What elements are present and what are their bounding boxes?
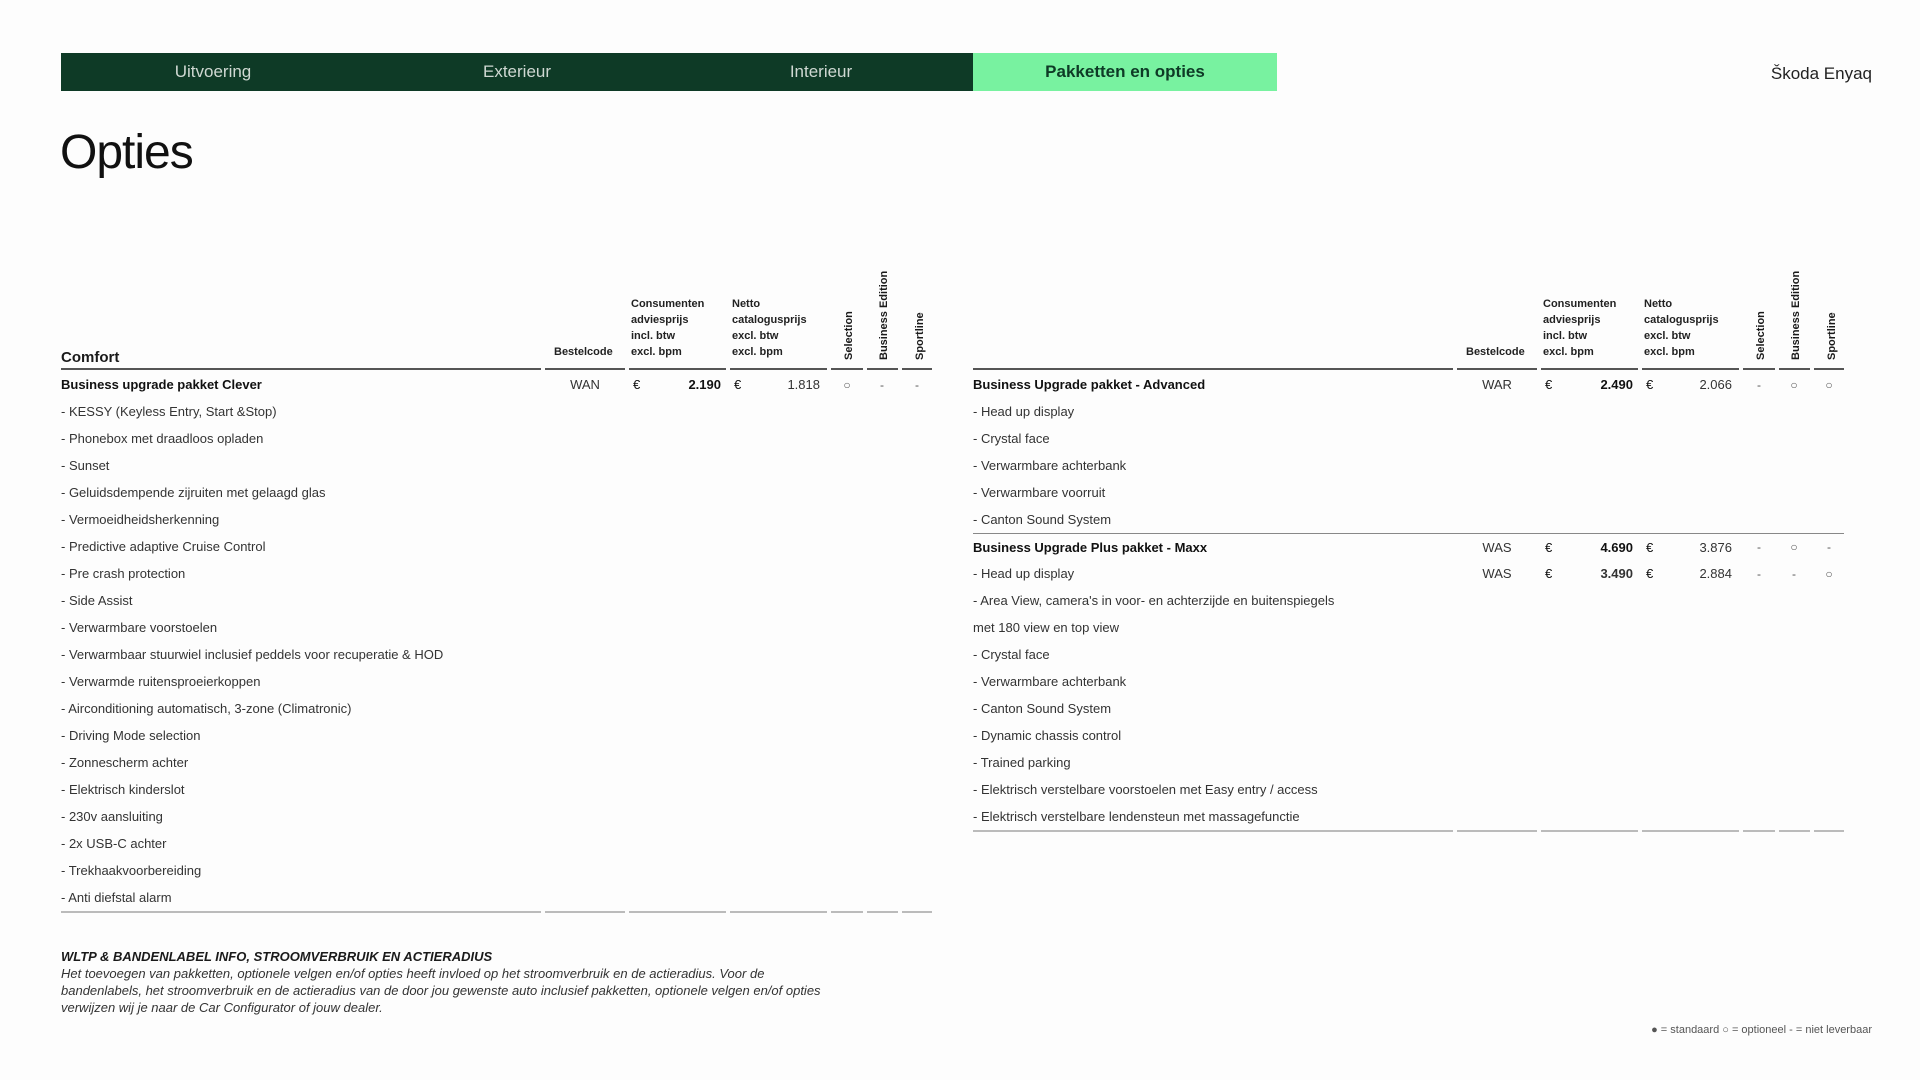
net-price: 3.876 [1699, 539, 1732, 555]
option-name: - Crystal face [973, 431, 1050, 446]
availability-sportline: - [915, 377, 919, 392]
wltp-title: WLTP & BANDENLABEL INFO, STROOMVERBRUIK EN ACTIERADIUS [61, 949, 493, 964]
table-row [973, 479, 1844, 506]
option-name: Business Upgrade pakket - Advanced [973, 377, 1206, 392]
option-name: - Canton Sound System [973, 512, 1112, 527]
consumer-price: 4.690 [1600, 539, 1633, 555]
option-name: - Verwarmbare voorstoelen [61, 620, 218, 635]
option-name: - Anti diefstal alarm [61, 890, 172, 905]
option-name: - Predictive adaptive Cruise Control [61, 539, 266, 554]
currency-symbol: € [1545, 539, 1553, 555]
table-row [61, 884, 932, 911]
options-table-right [973, 220, 1844, 833]
col-business-edition: Business Edition [1790, 270, 1802, 360]
col-bestelcode: Bestelcode [1466, 346, 1525, 358]
availability-selection: - [1757, 566, 1761, 581]
option-name: - Geluidsdempende zijruiten met gelaagd glas [61, 485, 326, 500]
col-sportline: Sportline [1826, 312, 1838, 360]
table-row [61, 641, 932, 668]
table-row [973, 371, 1844, 398]
col-selection: Selection [1755, 311, 1767, 360]
consumer-price: 3.490 [1600, 566, 1633, 581]
currency-symbol: € [1545, 377, 1553, 392]
availability-selection: - [1757, 377, 1761, 392]
availability-selection: ○ [843, 377, 851, 392]
table-row [61, 506, 932, 533]
table-row [973, 614, 1844, 641]
option-name: - Sunset [61, 458, 110, 473]
currency-symbol: € [1646, 377, 1654, 392]
col-consumenten: Consumenten adviesprijs incl. btw excl. bpm [631, 298, 705, 358]
tab-interieur[interactable]: Interieur [669, 53, 973, 91]
col-business-edition: Business Edition [878, 270, 890, 360]
availability-business-edition: - [880, 377, 884, 392]
table-row [973, 560, 1844, 587]
option-name: - Dynamic chassis control [973, 728, 1122, 743]
table-row [61, 776, 932, 803]
currency-symbol: € [1646, 539, 1654, 555]
tab-exterieur[interactable]: Exterieur [365, 53, 669, 91]
wltp-note [61, 948, 831, 1016]
table-row [973, 722, 1844, 749]
currency-symbol: € [734, 377, 742, 392]
table-header [973, 220, 1844, 360]
table-header [61, 220, 932, 366]
table-row [973, 425, 1844, 452]
tab-uitvoering[interactable]: Uitvoering [61, 53, 365, 91]
option-name: - Pre crash protection [61, 566, 186, 581]
table-row [61, 695, 932, 722]
option-name: - Elektrisch kinderslot [61, 782, 185, 797]
table-row [973, 695, 1844, 722]
table-row [61, 533, 932, 560]
table-row [61, 830, 932, 857]
option-name: - Head up display [973, 566, 1075, 581]
net-price: 1.818 [787, 377, 820, 392]
page-title: Opties [60, 126, 193, 179]
consumer-price: 2.190 [688, 377, 721, 392]
table-row [61, 560, 932, 587]
table-row [973, 668, 1844, 695]
table-row [973, 452, 1844, 479]
option-name: - Zonnescherm achter [61, 755, 189, 770]
table-row [61, 722, 932, 749]
table-body [973, 371, 1844, 830]
table-row [973, 587, 1844, 614]
option-name: - Airconditioning automatisch, 3-zone (Climatronic) [61, 701, 352, 716]
col-bestelcode: Bestelcode [554, 346, 613, 358]
option-name: - Crystal face [973, 647, 1050, 662]
table-row [973, 749, 1844, 776]
option-name: - Verwarmbare achterbank [973, 458, 1127, 473]
option-name: - Verwarmde ruitensproeierkoppen [61, 674, 261, 689]
table-row [61, 398, 932, 425]
availability-sportline: - [1827, 540, 1831, 554]
legend: ● = standaard ○ = optioneel - = niet leverbaar [1651, 1024, 1872, 1036]
option-name: Business Upgrade Plus pakket - Maxx [973, 539, 1208, 555]
option-name: - KESSY (Keyless Entry, Start &Stop) [61, 404, 277, 419]
option-name: - 2x USB-C achter [61, 836, 167, 851]
table-row [973, 506, 1844, 533]
consumer-price: 2.490 [1600, 377, 1633, 392]
table-row [61, 479, 932, 506]
table-row [61, 425, 932, 452]
col-netto: Netto catalogusprijs excl. btw excl. bpm [732, 298, 807, 358]
col-selection: Selection [843, 311, 855, 360]
table-row [973, 776, 1844, 803]
tab-pakketten-en-opties[interactable]: Pakketten en opties [973, 53, 1277, 91]
option-name: - Driving Mode selection [61, 728, 201, 743]
option-name: - Vermoeidheidsherkenning [61, 512, 220, 527]
table-row [61, 749, 932, 776]
availability-business-edition: ○ [1790, 377, 1798, 392]
option-name: - Head up display [973, 404, 1075, 419]
option-name: Business upgrade pakket Clever [61, 377, 262, 392]
table-row [973, 533, 1844, 560]
table-row [61, 857, 932, 884]
option-name: met 180 view en top view [973, 620, 1119, 635]
footer-rule [973, 830, 1844, 833]
availability-business-edition: - [1792, 566, 1796, 581]
table-row [61, 452, 932, 479]
tab-bar [61, 53, 1277, 91]
availability-business-edition: ○ [1790, 540, 1798, 554]
table-row [61, 668, 932, 695]
option-name: - Elektrisch verstelbare voorstoelen met Easy entry / access [973, 782, 1318, 797]
option-name: - Side Assist [61, 593, 133, 608]
option-name: - Canton Sound System [973, 701, 1112, 716]
options-table-left [61, 220, 932, 914]
availability-sportline: ○ [1825, 377, 1833, 392]
table-row [973, 641, 1844, 668]
availability-sportline: ○ [1825, 566, 1833, 581]
order-code: WAS [1482, 566, 1512, 581]
currency-symbol: € [1646, 566, 1654, 581]
order-code: WAR [1482, 377, 1512, 392]
table-row [61, 803, 932, 830]
net-price: 2.884 [1699, 566, 1732, 581]
option-name: - Verwarmbaar stuurwiel inclusief peddels voor recuperatie & HOD [61, 647, 444, 662]
option-name: - Area View, camera's in voor- en achterzijde en buitenspiegels [973, 593, 1335, 608]
table-body [61, 371, 932, 911]
option-name: - Phonebox met draadloos opladen [61, 431, 264, 446]
table-row [61, 614, 932, 641]
table-row [973, 803, 1844, 830]
wltp-text: Het toevoegen van pakketten, optionele velgen en/of opties heeft invloed op het stroomverbruik en de actieradius. Voor de bandenlabels, het stroomverbruik en de actieradius van de door jou gewenste auto inclusief pakketten, optionele velgen en/of opties verwijzen wij je naar de Car Configurator of jouw dealer. [61, 966, 821, 1015]
order-code: WAN [570, 377, 600, 392]
option-name: - Trekhaakvoorbereiding [61, 863, 202, 878]
currency-symbol: € [1545, 566, 1553, 581]
table-row [61, 587, 932, 614]
order-code: WAS [1482, 539, 1512, 555]
table-row [973, 398, 1844, 425]
col-netto: Netto catalogusprijs excl. btw excl. bpm [1644, 298, 1719, 358]
availability-selection: - [1757, 540, 1761, 554]
option-name: - Verwarmbare voorruit [973, 485, 1106, 500]
currency-symbol: € [633, 377, 641, 392]
net-price: 2.066 [1699, 377, 1732, 392]
table-row [61, 371, 932, 398]
footer-rule [61, 911, 932, 914]
col-consumenten: Consumenten adviesprijs incl. btw excl. bpm [1543, 298, 1617, 358]
option-name: - Verwarmbare achterbank [973, 674, 1127, 689]
option-name: - 230v aansluiting [61, 809, 163, 824]
option-name: - Trained parking [973, 755, 1071, 770]
col-sportline: Sportline [914, 312, 926, 360]
brand-label: Škoda Enyaq [1770, 64, 1872, 83]
section-title: Comfort [61, 349, 120, 366]
option-name: - Elektrisch verstelbare lendensteun met massagefunctie [973, 809, 1300, 824]
